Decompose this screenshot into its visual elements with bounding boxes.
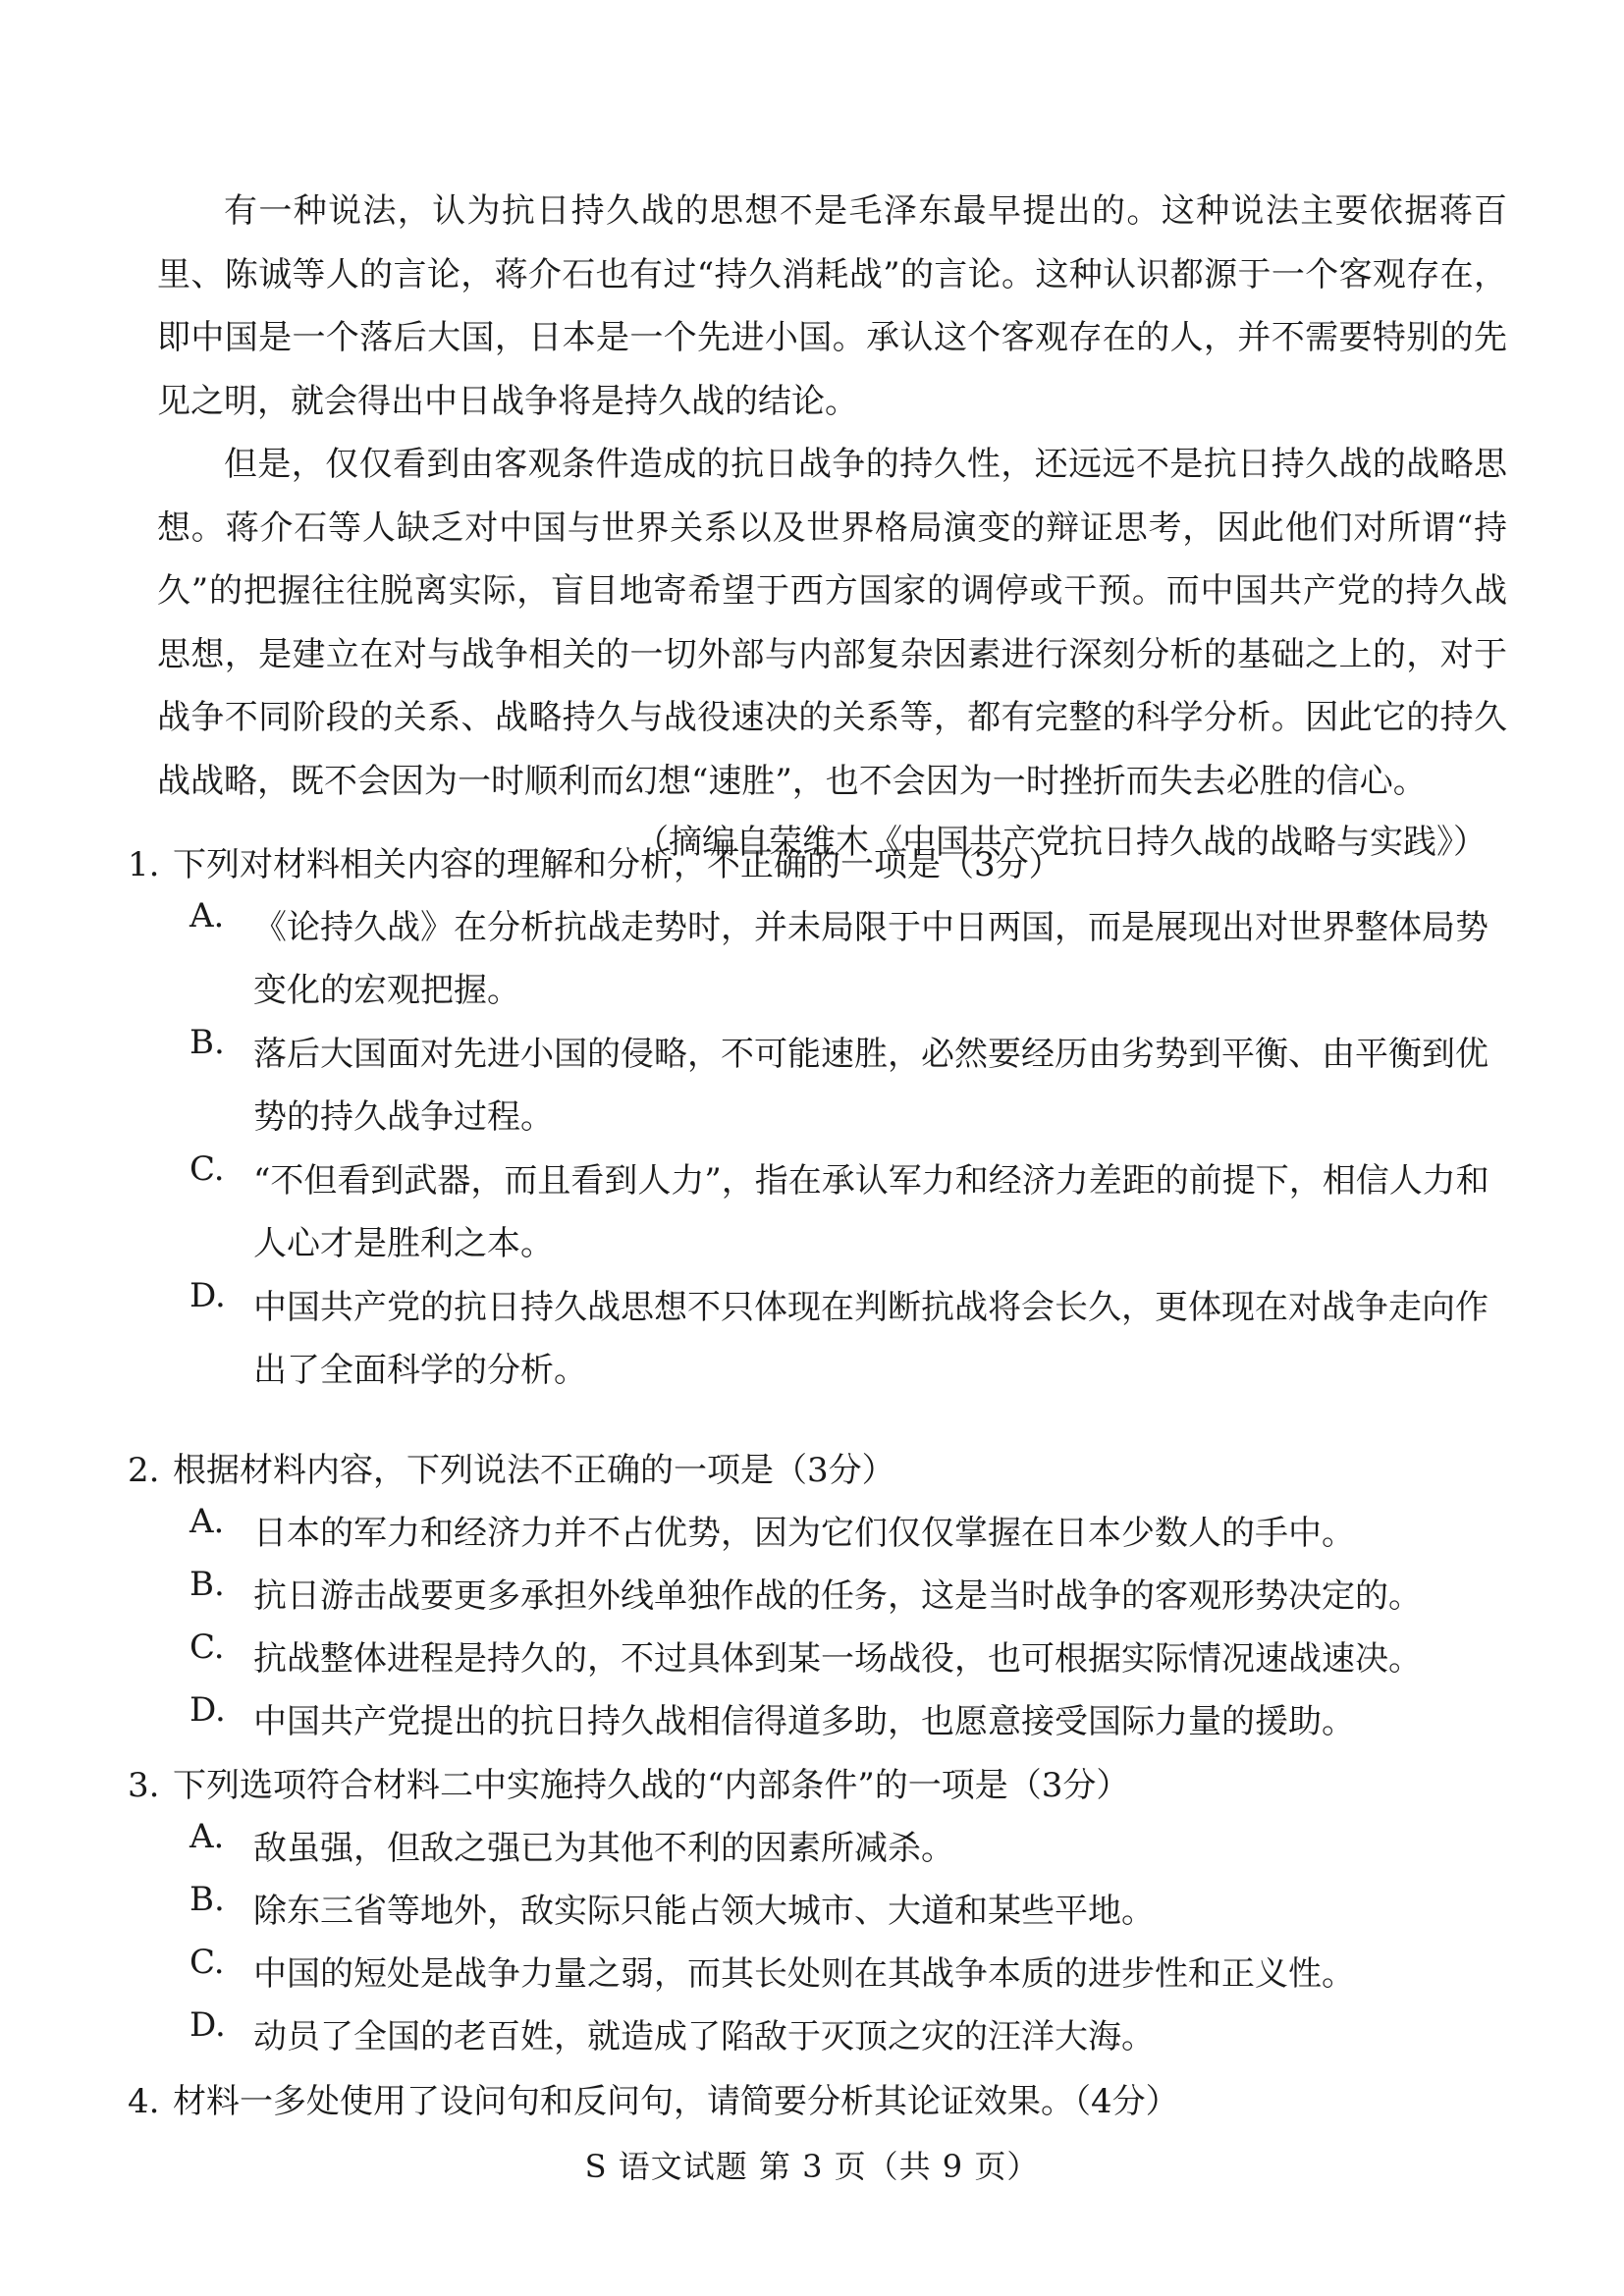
- option-label: B.: [189, 1880, 225, 1919]
- option-d: [189, 1690, 1507, 1753]
- passage-paragraph-1: 有一种说法，认为抗日持久战的思想不是毛泽东最早提出的。这种说法主要依据蒋百里、陈诚等人的言论，蒋介石也有过“持久消耗战”的言论。这种认识都源于一个客观存在，即中国是一个落后大国，日本是一个先进小国。承认这个客观存在的人，并不需要特别的先见之明，就会得出中日战争将是持久战的结论。: [157, 191, 1507, 421]
- option-label: B.: [189, 1565, 225, 1604]
- option-b: [189, 1565, 1507, 1628]
- option-text: 落后大国面对先进小国的侵略，不可能速胜，必然要经历由劣势到平衡、由平衡到优势的持久战争过程。: [253, 1035, 1489, 1137]
- option-c: [189, 1149, 1507, 1275]
- option-label: C.: [189, 1149, 225, 1189]
- option-a: [189, 1817, 1507, 1880]
- option-list: [189, 896, 1507, 1402]
- option-list: [189, 1502, 1507, 1753]
- question-number: 4.: [128, 2082, 160, 2121]
- option-label: C.: [189, 1628, 225, 1667]
- option-a: [189, 1502, 1507, 1565]
- option-text: “不但看到武器，而且看到人力”，指在承认军力和经济力差距的前提下，相信人力和人心才是胜利之本。: [253, 1161, 1489, 1263]
- page-footer: S 语文试题 第 3 页（共 9 页）: [584, 2148, 1040, 2185]
- option-c: [189, 1628, 1507, 1690]
- option-d: [189, 1276, 1507, 1402]
- option-text: 抗日游击战要更多承担外线单独作战的任务，这是当时战争的客观形势决定的。: [253, 1576, 1422, 1616]
- option-text: 日本的军力和经济力并不占优势，因为它们仅仅掌握在日本少数人的手中。: [253, 1514, 1355, 1553]
- question-2: [128, 1439, 1507, 1753]
- option-list: [189, 1817, 1507, 2068]
- question-text: 根据材料内容，下列说法不正确的一项是（3分）: [173, 1451, 895, 1490]
- option-label: A.: [189, 896, 225, 935]
- option-text: 中国共产党的抗日持久战思想不只体现在判断抗战将会长久，更体现在对战争走向作出了全面科学的分析。: [253, 1288, 1489, 1390]
- option-c: [189, 1943, 1507, 2005]
- option-text: 抗战整体进程是持久的，不过具体到某一场战役，也可根据实际情况速战速决。: [253, 1639, 1422, 1679]
- option-text: 动员了全国的老百姓，就造成了陷敌于灭顶之灾的汪洋大海。: [253, 2017, 1155, 2056]
- option-text: 中国共产党提出的抗日持久战相信得道多助，也愿意接受国际力量的援助。: [253, 1702, 1355, 1741]
- option-label: D.: [189, 1690, 226, 1730]
- option-label: A.: [189, 1502, 225, 1541]
- question-3: [128, 1754, 1507, 2068]
- question-text: 下列对材料相关内容的理解和分析，不正确的一项是（3分）: [173, 845, 1062, 884]
- option-b: [189, 1023, 1507, 1148]
- passage-paragraph-2: 但是，仅仅看到由客观条件造成的抗日战争的持久性，还远远不是抗日持久战的战略思想。蒋介石等人缺乏对中国与世界关系以及世界格局演变的辩证思考，因此他们对所谓“持久”的把握往往脱离实际，盲目地寄希望于西方国家的调停或干预。而中国共产党的持久战思想，是建立在对与战争相关的一切外部与内部复杂因素进行深刻分析的基础之上的，对于战争不同阶段的关系、战略持久与战役速决的关系等，都有完整的科学分析。因此它的持久战战略，既不会因为一时顺利而幻想“速胜”，也不会因为一时挫折而失去必胜的信心。: [157, 445, 1507, 801]
- question-stem: [128, 833, 1507, 896]
- question-stem: [128, 2070, 1507, 2133]
- option-a: [189, 896, 1507, 1022]
- option-label: B.: [189, 1023, 225, 1062]
- question-number: 2.: [128, 1451, 160, 1490]
- option-label: D.: [189, 1276, 226, 1315]
- question-number: 3.: [128, 1766, 160, 1805]
- option-b: [189, 1880, 1507, 1943]
- passage-source-citation: （摘编自荣维木《中国共产党抗日持久战的战略与实践》）: [635, 823, 1487, 862]
- question-1: [128, 833, 1507, 1402]
- option-d: [189, 2005, 1507, 2068]
- question-4: [128, 2070, 1507, 2133]
- question-stem: [128, 1439, 1507, 1502]
- option-label: A.: [189, 1817, 225, 1856]
- option-label: D.: [189, 2005, 226, 2045]
- question-text: 下列选项符合材料二中实施持久战的“内部条件”的一项是（3分）: [173, 1766, 1130, 1805]
- option-text: 《论持久战》在分析抗战走势时，并未局限于中日两国，而是展现出对世界整体局势变化的宏观把握。: [253, 908, 1489, 1010]
- option-text: 除东三省等地外，敌实际只能占领大城市、大道和某些平地。: [253, 1892, 1155, 1931]
- option-label: C.: [189, 1943, 225, 1982]
- question-stem: [128, 1754, 1507, 1817]
- question-text: 材料一多处使用了设问句和反问句，请简要分析其论证效果。（4分）: [173, 2082, 1179, 2121]
- option-text: 中国的短处是战争力量之弱，而其长处则在其战争本质的进步性和正义性。: [253, 1954, 1355, 1994]
- option-text: 敌虽强，但敌之强已为其他不利的因素所减杀。: [253, 1829, 954, 1868]
- question-number: 1.: [128, 845, 160, 884]
